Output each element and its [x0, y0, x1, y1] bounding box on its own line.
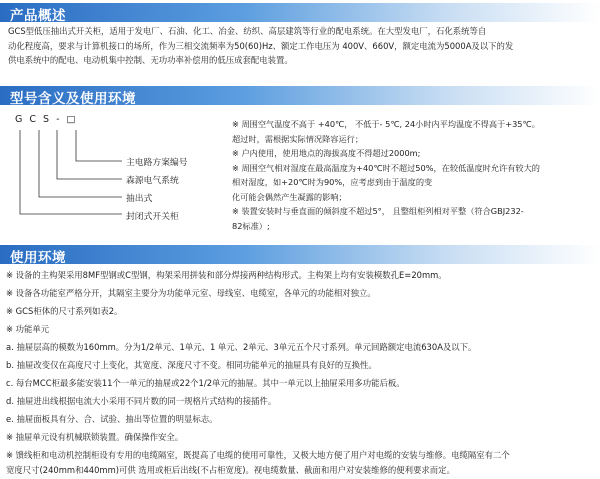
usage-line: b. 抽屉改变仅在高度尺寸上变化，其宽度、深度尺寸不变。相同功能单元的抽屉具有良好的互换性。: [6, 360, 377, 370]
usage-line: a. 抽屉层高的模数为160mm。分为1/2单元、1单元、1 单元、2单元、3单元五个尺寸系列。单元回路额定电流630A及以下。: [6, 342, 477, 352]
usage-line: ※ GCS柜体的尺寸系列如表2。: [6, 306, 123, 316]
usage-line: ※ 功能单元: [6, 324, 50, 334]
note-line: 化可能会偶然产生凝露的影响；: [232, 191, 347, 202]
usage-line: e. 抽屉面板具有分、合、试验、抽出等位置的明显标志。: [6, 414, 218, 424]
note-line: ※ 装置安装时与垂直面的倾斜度不超过5°， 且整组柜列相对平整（符合GBJ232-: [232, 206, 524, 216]
note-line: 82标准）;: [232, 220, 270, 231]
note-line: 超过时，需根据实际情况降容运行；: [232, 133, 364, 144]
usage-line: c. 每台MCC柜最多能安装11个一单元的抽屉或22个1/2单元的抽屉。其中一单元以上抽屉采用多功能后板。: [6, 378, 405, 388]
label-drawout: 抽出式: [126, 194, 153, 204]
note-line: ※ 周围空气相对湿度在最高温度为+40℃时不超过50%，在较低温度时允许有较大的: [232, 162, 540, 173]
usage-line: ※ 抽屉单元设有机械联锁装置。确保操作安全。: [6, 432, 184, 442]
model-code: G C S - □: [15, 114, 78, 125]
usage-banner: [0, 245, 600, 264]
note-line: ※ 周围空气温度不高于 +40℃， 不低于- 5℃, 24小时内平均温度不得高于+35℃。: [232, 119, 540, 129]
usage-line: 宽度尺寸(240mm和440mm)可供 选用或柜后出线(不占柜宽度)。视电缆数量、截面和用户对安装维修的便利要求而定。: [6, 465, 455, 475]
model-notes: [232, 117, 540, 233]
usage-line: ※ 设备各功能室严格分开，其隔室主要分为功能单元室、母线室、电缆室，各单元的功能相对独立。: [6, 288, 376, 298]
overview-line: GCS型低压抽出式开关柜，适用于发电厂、石油、化工、冶金、纺织、高层建筑等行业的配电系统。在大型发电厂，石化系统等自: [8, 26, 487, 36]
overview-heading: 产品概述: [10, 8, 66, 24]
label-enclosed: 封闭式开关柜: [126, 212, 179, 222]
model-tree-lines: [0, 0, 230, 240]
note-line: 相对湿度，如+20℃时为90%，应考虑到由于温度的变: [232, 177, 433, 187]
label-system: 森源电气系统: [126, 176, 179, 186]
overview-line: 供电系统中的配电、电动机集中控制、无功功率补偿用的低压成套配电装置。: [8, 55, 293, 65]
usage-line: ※ 馈线柜和电动机控制柜设有专用的电缆隔室，既提高了电缆的使用可靠性，又极大地方便了用户对电缆的安装与维修。电缆隔室有二个: [6, 450, 510, 460]
note-line: ※ 户内使用，使用地点的海拔高度不得超过2000m;: [232, 148, 421, 158]
usage-line: d. 抽屉进出线根据电流大小采用不同片数的同一规格片式结构的接插件。: [6, 396, 277, 406]
usage-line: ※ 设备的主构架采用8MF型钢或C型钢，构架采用拼装和部分焊接两种结构形式。主构架上均有安装模数孔E=20mm。: [6, 270, 447, 280]
label-circuit-scheme: 主电路方案编号: [126, 158, 188, 168]
overview-line: 动化程度高，要求与计算机接口的场所，作为三相交流频率为50(60)Hz、额定工作电压为 400V、660V，额定电流为5000A及以下的发: [8, 40, 514, 51]
model-heading: 型号含义及使用环境: [10, 91, 136, 107]
usage-heading: 使用环境: [10, 250, 66, 266]
